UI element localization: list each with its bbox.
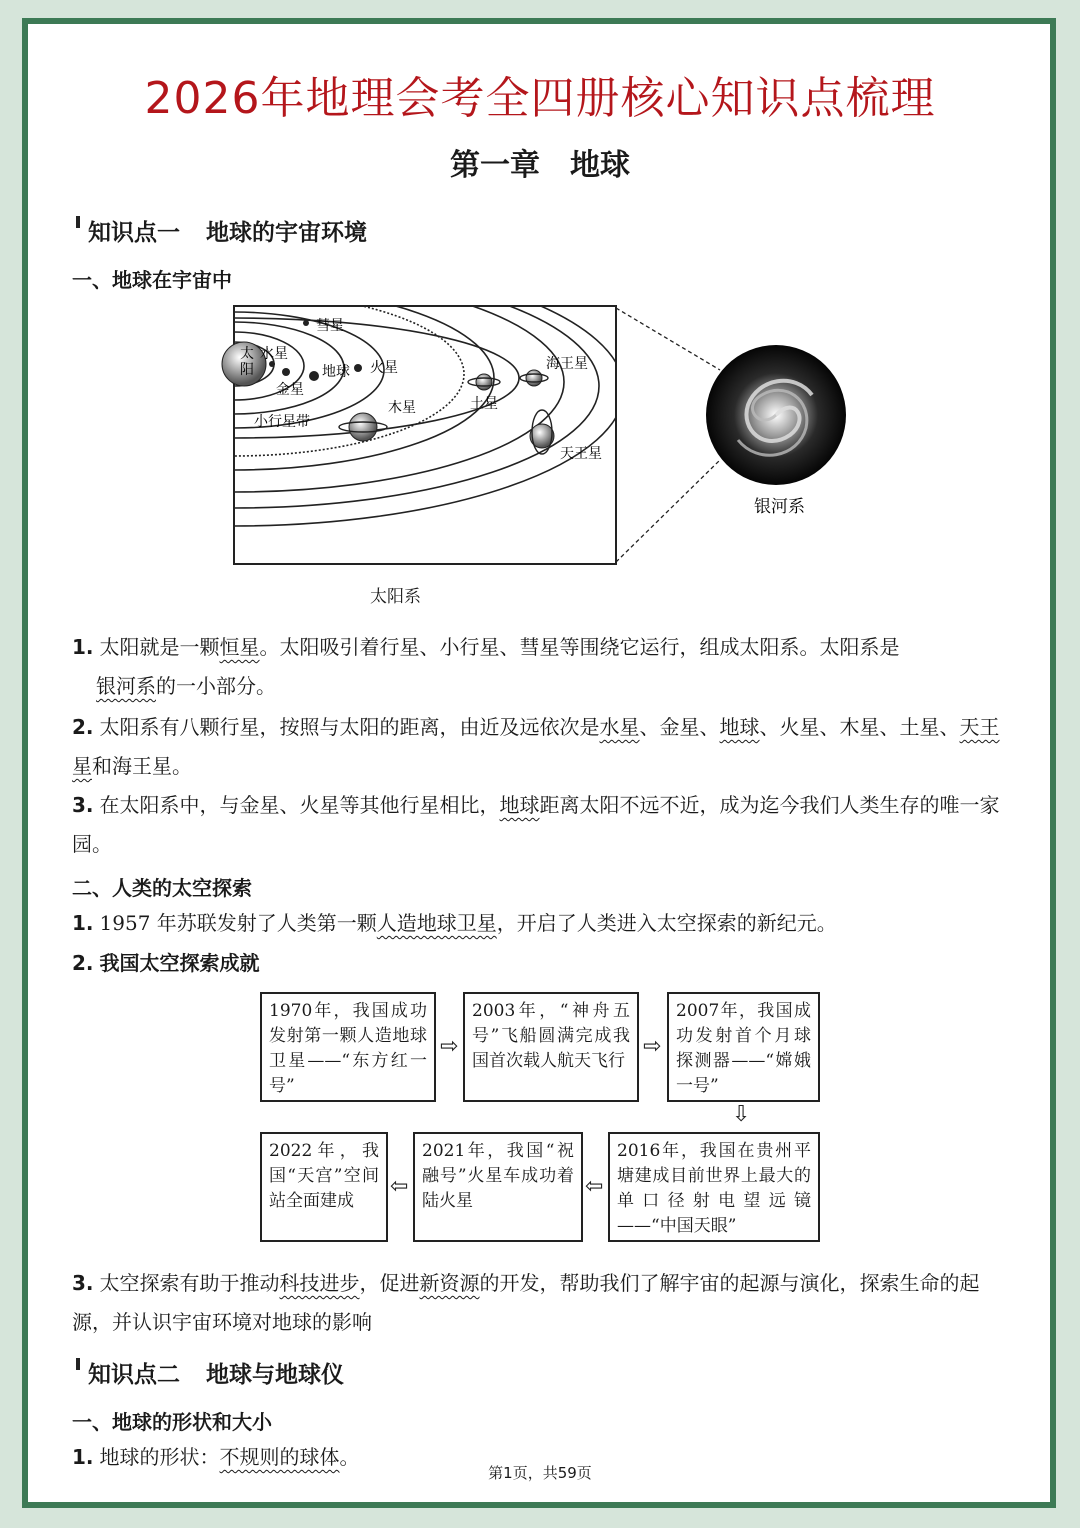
- text: 的开发，帮助我们了解宇宙的起源与演化，探索生命的起源，并认识宇宙环境对地球的影响: [72, 1271, 980, 1334]
- venus-label: 金星: [276, 382, 304, 398]
- section-heading-2: 二、人类的太空探索: [72, 876, 252, 900]
- mars-label: 火星: [370, 360, 398, 376]
- key-term: 水星: [599, 715, 640, 739]
- saturn-label: 土星: [470, 396, 498, 412]
- mars-icon: [354, 364, 362, 372]
- text: 在太阳系中，与金星、火星等其他行星相比，: [99, 793, 500, 817]
- paragraph-6: [72, 1264, 1012, 1342]
- arrow-right-icon: ⇨: [440, 1034, 459, 1059]
- arrow-down-icon: ⇩: [732, 1102, 751, 1127]
- paragraph-3: [72, 786, 1012, 864]
- item-number: 3.: [72, 1271, 94, 1295]
- timeline-box-2016: 2016年，我国在贵州平塘建成目前世界上最大的单口径射电望远镜——“中国天眼”: [608, 1132, 820, 1242]
- paragraph-1: [72, 628, 1012, 706]
- mercury-label: 水星: [260, 346, 288, 362]
- text: 的一小部分。: [156, 674, 276, 698]
- bullet-marker: [76, 216, 80, 228]
- solar-system-figure: [220, 300, 860, 615]
- earth-icon: [309, 371, 319, 381]
- item-number: 1.: [72, 1445, 94, 1469]
- key-term: 地球: [719, 715, 760, 739]
- text: 太阳就是一颗: [99, 635, 220, 659]
- comet-label: 彗星: [316, 318, 344, 334]
- page-number-footer: 第1页，共59页: [488, 1464, 592, 1482]
- text: 、火星、木星、土星、: [759, 715, 960, 739]
- text: 太空探索有助于推动: [99, 1271, 280, 1295]
- timeline-box-2022: 2022年，我国“天宫”空间站全面建成: [260, 1132, 388, 1242]
- text: 地球的形状：: [99, 1445, 220, 1469]
- section-heading-1: 一、地球在宇宙中: [72, 268, 232, 292]
- text: 太阳系有八颗行星，按照与太阳的距离，由近及远依次是: [99, 715, 600, 739]
- timeline-box-2021: 2021年，我国“祝融号”火星车成功着陆火星: [413, 1132, 583, 1242]
- item-number: 2.: [72, 715, 94, 739]
- item-number: 1.: [72, 911, 94, 935]
- key-term: 银河系: [96, 674, 156, 698]
- text: 我国太空探索成就: [99, 951, 260, 975]
- galaxy-caption: 银河系: [754, 497, 805, 517]
- uranus-label: 天王星: [560, 446, 602, 462]
- text: 。太阳吸引着行星、小行星、彗星等围绕它运行，组成太阳系。太阳系是: [259, 635, 900, 659]
- timeline-box-2007: 2007年，我国成功发射首个月球探测器——“嫦娥一号”: [667, 992, 820, 1102]
- key-term: 新资源: [419, 1271, 480, 1295]
- knowledge-point-2-heading: [76, 1356, 344, 1389]
- jupiter-icon: [349, 413, 377, 441]
- zoom-line-bottom: [616, 460, 720, 562]
- venus-icon: [282, 368, 290, 376]
- kp-text: 地球与地球仪: [206, 1362, 344, 1388]
- jupiter-label: 木星: [388, 400, 416, 416]
- timeline-box-2003: 2003年，“神舟五号”飞船圆满完成我国首次载人航天飞行: [463, 992, 639, 1102]
- key-term: 恒星: [219, 635, 260, 659]
- sun-label-2: 阳: [240, 362, 254, 378]
- text: 。: [339, 1445, 360, 1469]
- page-title: 2026年地理会考全四册核心知识点梳理: [144, 73, 936, 124]
- item-number: 2.: [72, 951, 94, 975]
- arrow-left-icon: ⇦: [585, 1174, 604, 1199]
- item-number: 3.: [72, 793, 94, 817]
- kp-label: 知识点一: [88, 220, 180, 246]
- kp-label: 知识点二: [88, 1362, 180, 1388]
- key-term: 人造地球卫星: [376, 911, 497, 935]
- neptune-icon: [526, 370, 542, 386]
- timeline-box-1970: 1970年，我国成功发射第一颗人造地球卫星——“东方红一号”: [260, 992, 436, 1102]
- key-term: 天王星: [72, 715, 1000, 778]
- item-number: 1.: [72, 635, 94, 659]
- zoom-line-top: [616, 308, 720, 370]
- section-heading-3: 一、地球的形状和大小: [72, 1410, 272, 1434]
- paragraph-4: [72, 904, 1012, 943]
- solar-system-caption: 太阳系: [370, 587, 421, 607]
- sun-label-1: 太: [240, 346, 254, 362]
- arrow-right-icon: ⇨: [643, 1034, 662, 1059]
- text: 和海王星。: [92, 754, 192, 778]
- knowledge-point-1-heading: [76, 214, 367, 247]
- chapter-heading: 第一章 地球: [450, 148, 630, 183]
- key-term: 地球: [499, 793, 540, 817]
- key-term: 不规则的球体: [219, 1445, 340, 1469]
- bullet-marker: [76, 1358, 80, 1370]
- text: ，开启了人类进入太空探索的新纪元。: [496, 911, 837, 935]
- text: ，促进: [359, 1271, 420, 1295]
- text: 、金星、: [639, 715, 720, 739]
- text: 距离太阳不远不近，成为迄今我们人类生存的唯一家园。: [72, 793, 1000, 856]
- key-term: 科技进步: [279, 1271, 360, 1295]
- asteroid-belt-label: 小行星带: [254, 414, 310, 430]
- neptune-label: 海王星: [546, 356, 588, 372]
- paragraph-5: [72, 944, 1012, 983]
- paragraph-2: [72, 708, 1012, 786]
- text: 1957 年苏联发射了人类第一颗: [99, 911, 377, 935]
- saturn-icon: [476, 374, 492, 390]
- earth-label: 地球: [322, 364, 350, 380]
- arrow-left-icon: ⇦: [390, 1174, 409, 1199]
- comet-icon: [303, 320, 309, 326]
- kp-text: 地球的宇宙环境: [206, 220, 367, 246]
